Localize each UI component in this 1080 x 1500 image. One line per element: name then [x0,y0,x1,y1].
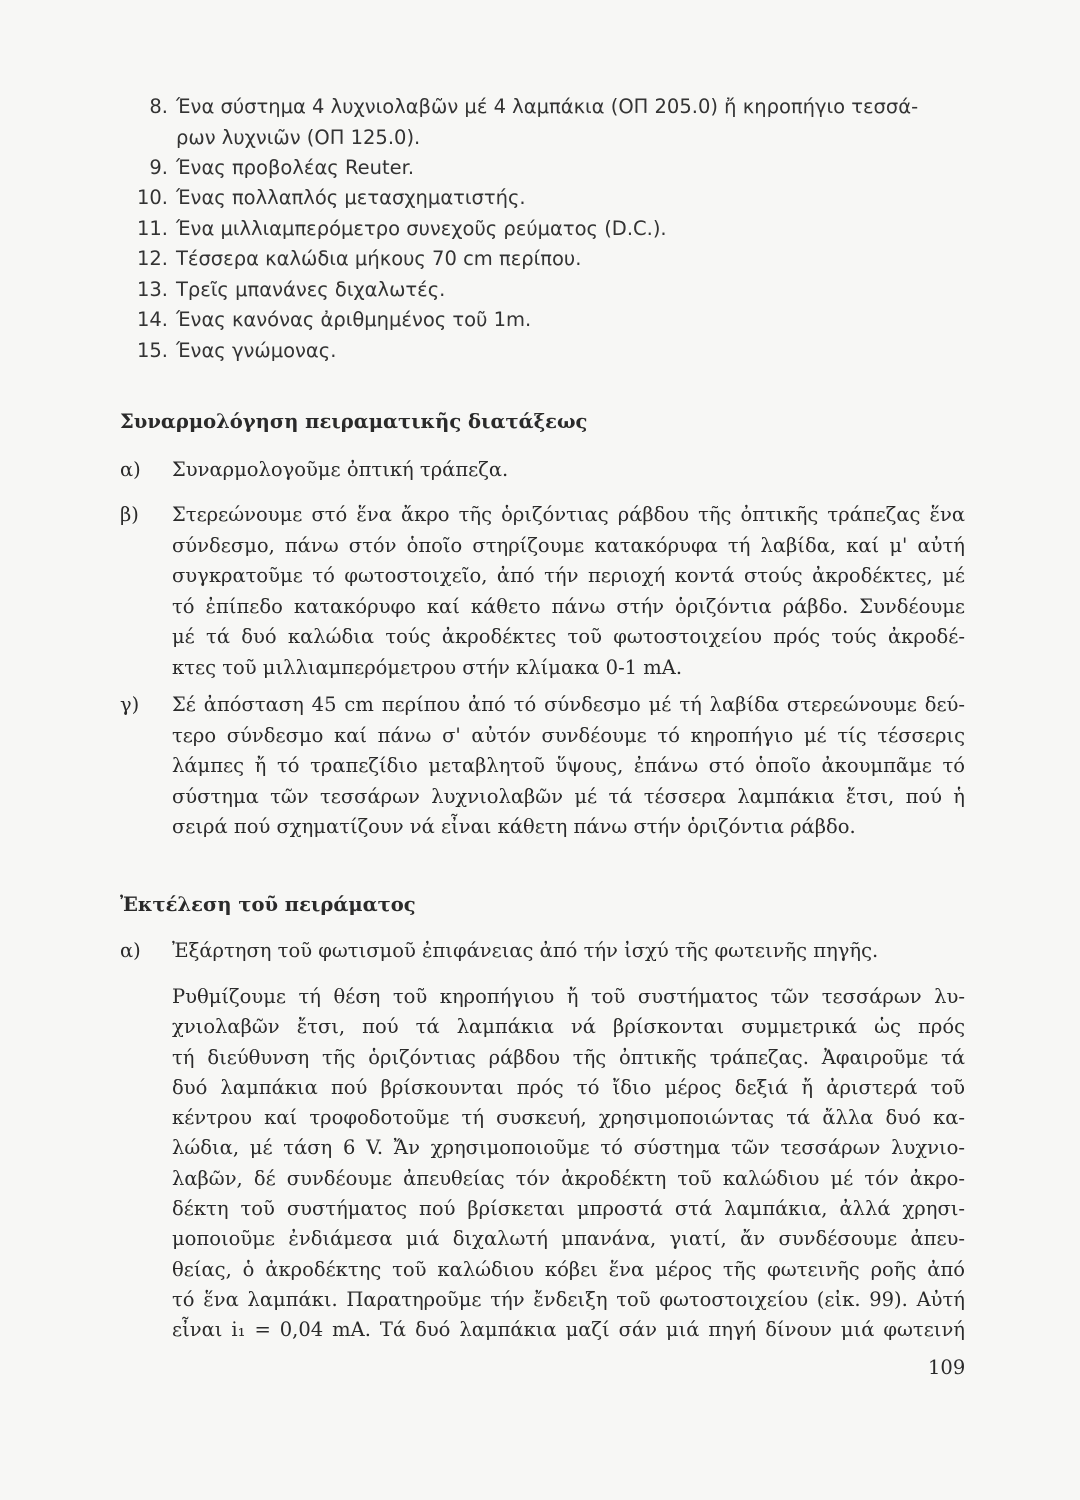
list-item [130,92,970,123]
list-text: Τρεῖς μπανάνες διχαλωτές. [176,277,446,301]
list-item [130,336,970,367]
item-line: σύστημα τῶν τεσσάρων λυχνιολαβῶν μέ τά τέσσερα λαμπάκια ἔτσι, πού ἡ [172,784,965,808]
item-line: Σέ ἀπόσταση 45 cm περίπου ἀπό τό σύνδεσμο μέ τή λαβίδα στερεώνουμε δεύ- [172,693,965,716]
item-label: γ) [120,693,140,716]
execution-paragraph [172,982,965,1346]
list-number: 14. [136,308,168,331]
item-line: κτες τοῦ μιλλιαμπερόμετρου στήν κλίμακα 0-1 mA. [172,655,683,679]
paragraph-line: Ρυθμίζουμε τή θέση τοῦ κηροπήγιου ἤ τοῦ συστήματος τῶν τεσσάρων λυ- [172,985,965,1008]
item-line: σύνδεσμο, πάνω στόν ὁποῖο στηρίζουμε κατακόρυφα τή λαβίδα, καί μ' αὐτή [172,533,965,557]
paragraph-line: τή διεύθυνση τῆς ὁριζόντιας ράβδου τῆς ὀπτικῆς τράπεζας. Ἀφαιροῦμε τά [172,1045,965,1069]
paragraph-line: θείας, ὁ ἀκροδέκτης τοῦ καλώδιου κόβει ἕνα μέρος τῆς φωτεινῆς ροῆς ἀπό [172,1257,965,1281]
list-item [130,214,970,245]
equipment-list [130,92,970,366]
item-line: μέ τά δυό καλώδια τούς ἀκροδέκτες τοῦ φωτοστοιχείου πρός τούς ἀκροδέ- [172,625,965,648]
list-text: Ένας γνώμονας. [176,338,337,362]
assembly-item-a [120,455,965,486]
paragraph-line: δέκτη τοῦ συστήματος πού βρίσκεται μπροστά στά λαμπάκια, ἀλλά χρησι- [172,1197,965,1221]
item-body [172,936,965,967]
assembly-item-c [120,690,965,843]
list-text: Ένας κανόνας ἀριθμημένος τοῦ 1m. [176,308,532,331]
paragraph-line: μοποιοῦμε ἐνδιάμεσα μιά διχαλωτή μπανάνα, γιατί, ἄν συνδέσουμε ἀπευ- [172,1227,965,1251]
item-label: α) [120,458,141,481]
list-text: Ένας προβολέας Reuter. [176,155,415,179]
list-text: Ένας πολλαπλός μετασχηματιστής. [176,186,526,209]
execution-heading: Ἐκτέλεση τοῦ πειράματος [120,893,416,916]
item-body [172,690,965,843]
paragraph-line: λαβῶν, δέ συνδέουμε ἀπευθείας τόν ἀκροδέκτη τοῦ καλώδιου μέ τόν ἀκρο- [172,1166,965,1190]
list-item-continuation: ρων λυχνιῶν (ΟΠ 125.0). [176,125,421,149]
item-line: σειρά πού σχηματίζουν νά εἶναι κάθετη πάνω στήν ὁριζόντια ράβδο. [172,815,856,838]
item-title: Ἐξάρτηση τοῦ φωτισμοῦ ἐπιφάνειας ἀπό τήν ἰσχύ τῆς φωτεινῆς πηγῆς. [172,939,879,962]
list-item [130,153,970,184]
item-label: α) [120,939,141,962]
item-line: τό ἐπίπεδο κατακόρυφο καί κάθετο πάνω στήν ὁριζόντια ράβδο. Συνδέουμε [172,594,965,618]
execution-item-a [120,936,965,967]
assembly-heading: Συναρμολόγηση πειραματικῆς διατάξεως [120,410,588,433]
paragraph-line: χνιολαβῶν ἔτσι, πού τά λαμπάκια νά βρίσκονται συμμετρικά ὡς πρός [172,1015,965,1039]
list-text: Ένα σύστημα 4 λυχνιολαβῶν μέ 4 λαμπάκια (ΟΠ 205.0) ἤ κηροπήγιο τεσσά- [176,95,919,118]
item-body [172,455,965,486]
list-number: 12. [136,247,168,270]
paragraph-line: λώδια, μέ τάση 6 V. Ἄν χρησιμοποιοῦμε τό σύστημα τῶν τεσσάρων λυχνιο- [172,1136,965,1160]
item-line: λάμπες ἤ τό τραπεζίδιο μεταβλητοῦ ὕψους, ἐπάνω στό ὁποῖο ἀκουμπᾶμε τό [172,754,965,777]
paragraph-line: δυό λαμπάκια πού βρίσκουνται πρός τό ἴδιο μέρος δεξιά ἤ ἀριστερά τοῦ [172,1075,965,1099]
item-line: Στερεώνουμε στό ἕνα ἄκρο τῆς ὁριζόντιας ράβδου τῆς ὀπτικῆς τράπεζας ἕνα [172,503,965,526]
page-number: 109 [928,1356,966,1379]
list-item [130,305,970,336]
list-number: 11. [136,216,168,240]
list-number: 13. [136,277,168,301]
assembly-item-b [120,500,965,683]
list-number: 15. [136,338,168,362]
item-line: Συναρμολογοῦμε ὀπτική τράπεζα. [172,458,509,481]
list-item [130,183,970,214]
list-text: Τέσσερα καλώδια μήκους 70 cm περίπου. [176,247,582,270]
list-item [130,244,970,275]
list-item [130,275,970,306]
item-body [172,500,965,683]
item-line: τερο σύνδεσμο καί πάνω σ' αὐτόν συνδέουμε τό κηροπήγιο μέ τίς τέσσερις [172,723,965,747]
list-text: Ένα μιλλιαμπερόμετρο συνεχοῦς ρεύματος (D.C.). [176,216,667,240]
list-number: 10. [136,186,168,209]
paragraph-line: τό ἕνα λαμπάκι. Παρατηροῦμε τήν ἔνδειξη τοῦ φωτοστοιχείου (εἰκ. 99). Αὐτή [172,1287,965,1311]
list-number: 8. [149,95,168,118]
paragraph-line: εἶναι i₁ = 0,04 mA. Τά δυό λαμπάκια μαζί σάν μιά πηγή δίνουν μιά φωτεινή [172,1318,965,1342]
item-label: β) [120,503,139,526]
list-number: 9. [149,155,168,179]
item-line: συγκρατοῦμε τό φωτοστοιχεῖο, ἀπό τήν περιοχή κοντά στούς ἀκροδέκτες, μέ [172,564,965,587]
paragraph-line: κέντρου καί τροφοδοτοῦμε τή συσκευή, χρησιμοποιώντας τά ἄλλα δυό κα- [172,1106,965,1130]
